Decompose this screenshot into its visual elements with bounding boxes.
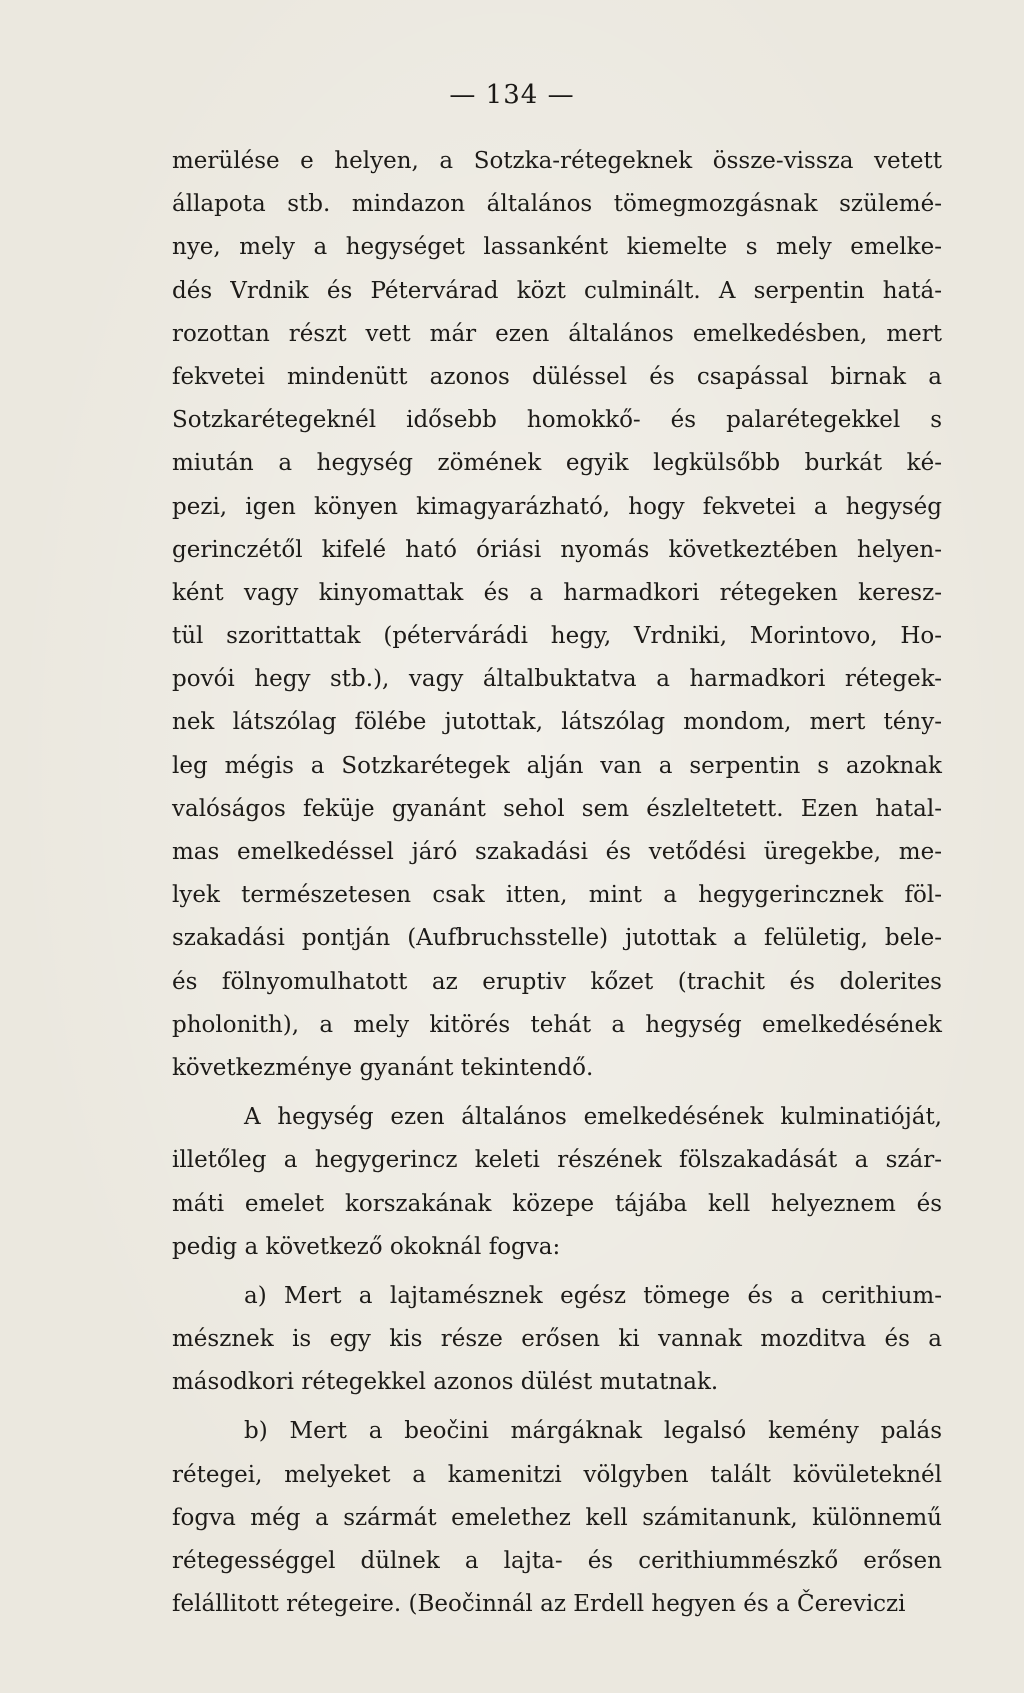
text-line: tül szorittattak (pétervárádi hegy, Vrdniki, Morintovo, Ho- <box>172 623 942 650</box>
text-line: nye, mely a hegységet lassanként kiemelte s mely emelke- <box>172 234 942 261</box>
text-line: pedig a következő okoknál fogva: <box>172 1233 561 1260</box>
text-line: következménye gyanánt tekintendő. <box>172 1054 594 1081</box>
text-line: felállitott rétegeire. (Beočinnál az Erdell hegyen és a Čereviczi <box>172 1591 906 1618</box>
text-line: merülése e helyen, a Sotzka-rétegeknek össze-vissza vetett <box>172 148 942 174</box>
text-line: ként vagy kinyomattak és a harmadkori rétegeken keresz- <box>172 579 942 606</box>
text-line: pezi, igen könyen kimagyarázható, hogy fekvetei a hegység <box>172 493 942 520</box>
text-line: lyek természetesen csak itten, mint a hegygerincznek föl- <box>172 882 942 909</box>
text-line: szakadási pontján (Aufbruchsstelle) jutottak a felületig, bele- <box>172 925 942 952</box>
body-text <box>172 140 942 1632</box>
text-line: fekvetei mindenütt azonos düléssel és csapással birnak a <box>172 363 942 390</box>
text-line: állapota stb. mindazon általános tömegmozgásnak szülemé- <box>172 191 942 218</box>
text-line: rétegességgel dülnek a lajta- és cerithiummészkő erősen <box>172 1548 942 1574</box>
paragraph-4 <box>172 1410 942 1626</box>
text-line: és fölnyomulhatott az eruptiv kőzet (trachit és dolerites <box>172 968 942 995</box>
text-line: leg mégis a Sotzkarétegek alján van a serpentin s azoknak <box>172 752 942 779</box>
text-line: illetőleg a hegygerincz keleti részének fölszakadását a szár- <box>172 1147 942 1174</box>
text-line: mésznek is egy kis része erősen ki vannak mozditva és a <box>172 1326 942 1353</box>
text-line: valóságos feküje gyanánt sehol sem észleltetett. Ezen hatal- <box>172 795 942 822</box>
text-line: mas emelkedéssel járó szakadási és vetődési üregekbe, me- <box>172 839 942 865</box>
paragraph-1 <box>172 140 942 1090</box>
text-line: b) Mert a beočini márgáknak legalsó kemény palás <box>244 1418 942 1445</box>
text-line: A hegység ezen általános emelkedésének kulminatióját, <box>244 1104 942 1131</box>
text-line: miután a hegység zömének egyik legkülsőbb burkát ké- <box>172 450 942 477</box>
text-line: másodkori rétegekkel azonos dülést mutatnak. <box>172 1369 719 1396</box>
text-line: rozottan részt vett már ezen általános emelkedésben, mert <box>172 320 942 347</box>
text-line: dés Vrdnik és Pétervárad közt culminált. A serpentin hatá- <box>172 277 942 304</box>
text-line: gerinczétől kifelé ható óriási nyomás következtében helyen- <box>172 536 942 563</box>
paragraph-2 <box>172 1096 942 1269</box>
page-number: — 134 — <box>449 80 575 110</box>
text-line: Sotzkarétegeknél idősebb homokkő- és palarétegekkel s <box>172 407 942 434</box>
text-line: povói hegy stb.), vagy általbuktatva a harmadkori rétegek- <box>172 666 942 693</box>
text-line: fogva még a szármát emelethez kell számitanunk, különnemű <box>172 1504 942 1531</box>
text-line: pholonith), a mely kitörés tehát a hegység emelkedésének <box>172 1011 942 1038</box>
text-line: rétegei, melyeket a kamenitzi völgyben talált kövületeknél <box>172 1461 942 1488</box>
text-line: nek látszólag fölébe jutottak, látszólag mondom, mert tény- <box>172 709 942 736</box>
text-line: máti emelet korszakának közepe tájába kell helyeznem és <box>172 1190 942 1217</box>
text-line: a) Mert a lajtamésznek egész tömege és a cerithium- <box>244 1282 942 1309</box>
paragraph-3 <box>172 1275 942 1405</box>
